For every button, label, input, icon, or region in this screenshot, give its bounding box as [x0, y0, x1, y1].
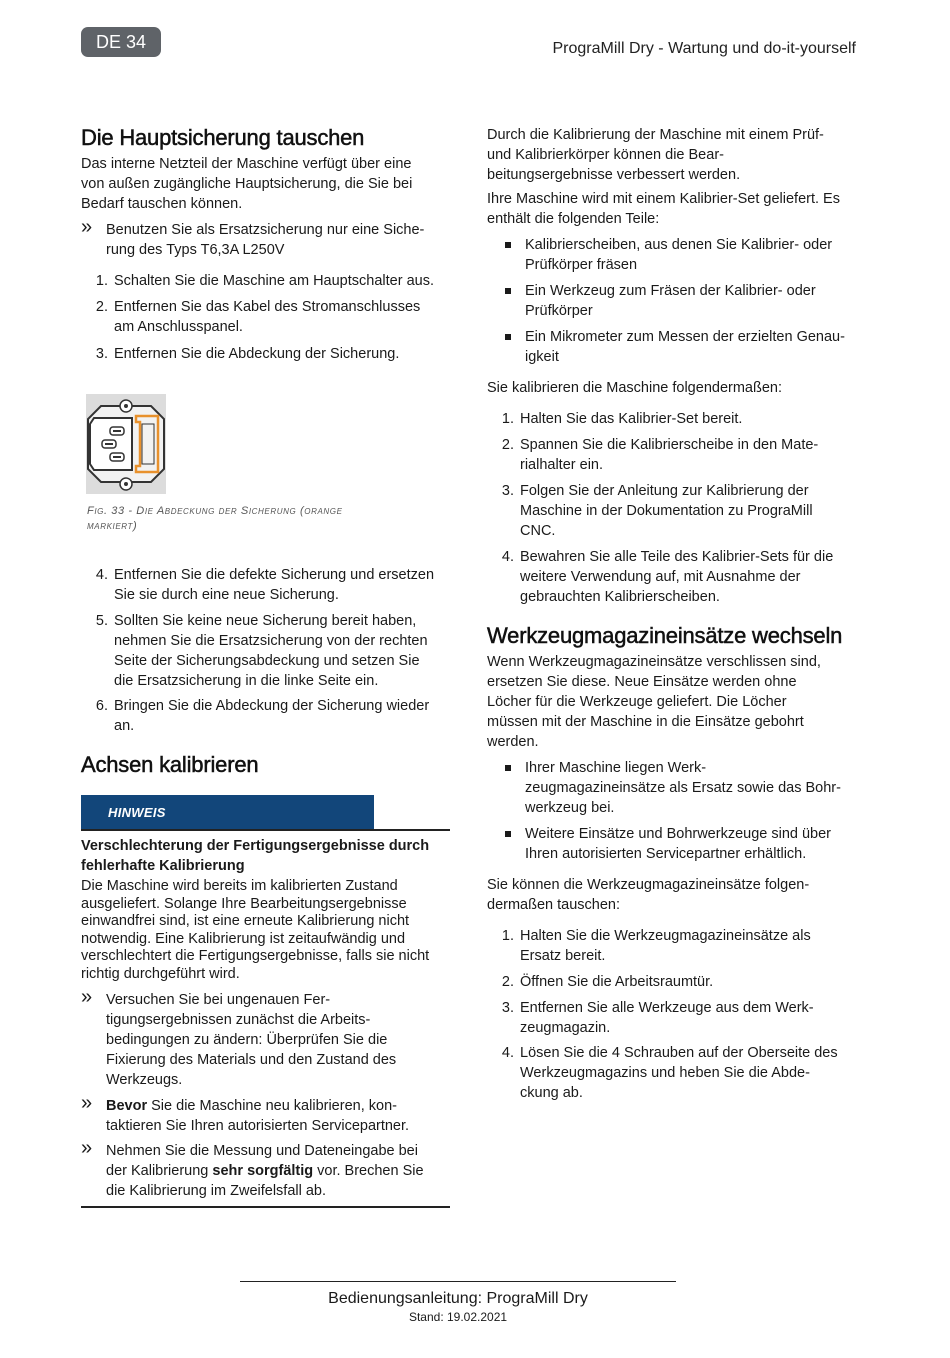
intro-fuse-line: Bedarf tauschen können.: [81, 196, 243, 212]
arrow-note-line: tigungsergebnissen zunächst die Arbeits-: [106, 1012, 371, 1028]
step-text: Maschine in der Dokumentation zu PrograMill: [520, 503, 813, 519]
paragraph-line: dermaßen tauschen:: [487, 897, 620, 913]
step-text: Werkzeugmagazins und heben Sie die Abde-: [520, 1065, 810, 1081]
step-text: CNC.: [520, 523, 556, 539]
caption-line: markiert): [87, 520, 138, 532]
arrow-note-line: rung des Typs T6,3A L250V: [106, 242, 285, 258]
step-text: ckung ab.: [520, 1085, 583, 1101]
intro-calibration: [487, 125, 861, 185]
step-text: nehmen Sie die Ersatzsicherung von der rechten: [114, 633, 428, 649]
step-number: 2.: [501, 437, 514, 453]
notice-title-line: fehlerhafte Kalibrierung: [81, 858, 245, 874]
footer-title: Bedienungsanleitung: PrograMill Dry: [328, 1290, 588, 1307]
notice-title: [81, 836, 450, 876]
emphasis: sehr sorgfältig: [212, 1163, 314, 1179]
notice-body: [81, 878, 450, 983]
step-text: Öffnen Sie die Arbeitsraumtür.: [520, 974, 714, 990]
notice-body-line: richtig durchgeführt wird.: [81, 965, 240, 982]
bullet-line: werkzeug bei.: [525, 800, 615, 816]
bullet-line: Ein Mikrometer zum Messen der erzielten Genau-: [525, 329, 845, 345]
step-number: 2.: [501, 974, 514, 990]
bullet-square-icon: [505, 831, 511, 837]
paragraph-line: Löcher für die Werkzeuge geliefert. Die Löcher: [487, 694, 787, 710]
intro-fuse-line: Das interne Netzteil der Maschine verfügt über eine: [81, 156, 412, 172]
paragraph-line: Wenn Werkzeugmagazineinsätze verschlissen sind,: [487, 654, 821, 670]
notice-body-line: Die Maschine wird bereits im kalibrierten Zustand: [81, 878, 398, 894]
running-header-title: PrograMill Dry - Wartung und do-it-yourself: [552, 40, 856, 57]
footer-date: Stand: 19.02.2021: [408, 1310, 508, 1324]
magazine-how: [487, 875, 861, 915]
arrow-marker-icon: »: [81, 1092, 93, 1114]
notice-label: HINWEIS: [108, 805, 166, 820]
arrow-note-line: Fixierung des Materials und den Zustand des: [106, 1052, 397, 1068]
arrow-note-line: die Kalibrierung im Zweifelsfall ab.: [106, 1183, 327, 1199]
notice-body-line: verschlechtert die Fertigungsergebnisse, falls sie nicht: [81, 948, 430, 964]
arrow-marker-icon: »: [81, 1137, 93, 1159]
figure-caption: [87, 504, 447, 534]
footer-rule: [240, 1281, 676, 1282]
arrow-note-line: [106, 1096, 409, 1116]
notice-body-line: ausgeliefert. Solange Ihre Bearbeitungsergebnisse: [81, 895, 407, 912]
magazine-intro: [487, 652, 861, 752]
paragraph-line: beitungsergebnisse verbessert werden.: [487, 167, 741, 183]
paragraph-line: Durch die Kalibrierung der Maschine mit einem Prüf-: [487, 127, 824, 143]
step-text: Sollten Sie keine neue Sicherung bereit haben,: [114, 613, 417, 629]
bullet-line: Weitere Einsätze und Bohrwerkzeuge sind über: [525, 826, 832, 842]
arrow-marker-icon: »: [81, 216, 93, 238]
step-text: Folgen Sie der Anleitung zur Kalibrierung der: [520, 483, 809, 499]
calibration-how: Sie kalibrieren die Maschine folgendermaßen:: [487, 380, 782, 396]
step-text: rialhalter ein.: [520, 457, 604, 473]
notice-top-rule: [81, 829, 450, 831]
step-number: 3.: [501, 483, 514, 499]
arrow-note-line: bedingungen zu ändern: Überprüfen Sie die: [106, 1032, 388, 1048]
paragraph-line: ersetzen Sie diese. Neue Einsätze werden ohne: [487, 674, 797, 690]
arrow-marker-icon: »: [81, 986, 93, 1008]
step-number: 5.: [95, 613, 108, 629]
step-text: Sie sie durch eine neue Sicherung.: [114, 587, 339, 603]
step-text: Ersatz bereit.: [520, 948, 606, 964]
bullet-line: Ihren autorisierten Servicepartner erhältlich.: [525, 846, 807, 862]
heading-axes: Achsen kalibrieren: [81, 752, 259, 777]
paragraph-line: und Kalibrierkörper können die Bear-: [487, 147, 724, 163]
bullet-square-icon: [505, 334, 511, 340]
arrow-note-line: Benutzen Sie als Ersatzsicherung nur eine Siche-: [106, 222, 425, 238]
step-number: 1.: [501, 411, 514, 427]
bullet-line: Ein Werkzeug zum Fräsen der Kalibrier- oder: [525, 283, 816, 299]
step-text: Entfernen Sie alle Werkzeuge aus dem Werk-: [520, 1000, 814, 1016]
intro-fuse-line: von außen zugängliche Hauptsicherung, die Sie bei: [81, 176, 413, 192]
paragraph-line: Ihre Maschine wird mit einem Kalibrier-Set geliefert. Es: [487, 191, 840, 207]
step-number: 4.: [95, 567, 108, 583]
bullet-line: Kalibrierscheiben, aus denen Sie Kalibrier- oder: [525, 237, 833, 253]
step-text: Seite der Sicherungsabdeckung und setzen Sie: [114, 653, 420, 669]
step-text: Lösen Sie die 4 Schrauben auf der Oberseite des: [520, 1045, 838, 1061]
step-text: gebrauchten Kalibrierscheiben.: [520, 589, 720, 605]
step-text: am Anschlusspanel.: [114, 319, 243, 335]
notice-bottom-rule: [81, 1206, 450, 1208]
emphasis: Bevor: [106, 1098, 148, 1114]
step-text: Halten Sie die Werkzeugmagazineinsätze als: [520, 928, 811, 944]
intro-fuse: [81, 154, 412, 214]
bullet-line: Prüfkörper fräsen: [525, 257, 638, 273]
step-number: 1.: [95, 273, 108, 289]
step-text: zeugmagazin.: [520, 1020, 611, 1036]
step-text: Entfernen Sie die defekte Sicherung und ersetzen: [114, 567, 435, 583]
page-number-badge: DE 34: [81, 27, 161, 57]
paragraph-line: werden.: [487, 734, 539, 750]
arrow-note-line: Werkzeugs.: [106, 1072, 183, 1088]
step-text: Schalten Sie die Maschine am Hauptschalter aus.: [114, 273, 434, 289]
step-number: 2.: [95, 299, 108, 315]
fuse-cover-figure: [86, 394, 166, 494]
step-text: Halten Sie das Kalibrier-Set bereit.: [520, 411, 743, 427]
step-text: Bewahren Sie alle Teile des Kalibrier-Sets für die: [520, 549, 834, 565]
arrow-note-line: taktieren Sie Ihren autorisierten Servicepartner.: [106, 1118, 410, 1134]
bullet-square-icon: [505, 288, 511, 294]
caption-line: Fig. 33 - Die Abdeckung der Sicherung (orange: [87, 505, 343, 517]
bullet-line: Ihrer Maschine liegen Werk-: [525, 760, 707, 776]
paragraph-line: enthält die folgenden Teile:: [487, 211, 660, 227]
heading-fuse: Die Hauptsicherung tauschen: [81, 125, 365, 150]
bullet-line: igkeit: [525, 349, 559, 365]
step-text: die Ersatzsicherung in die linke Seite ein.: [114, 673, 379, 689]
step-number: 4.: [501, 1045, 514, 1061]
step-text: an.: [114, 718, 135, 734]
step-number: 4.: [501, 549, 514, 565]
step-number: 3.: [501, 1000, 514, 1016]
step-text: Entfernen Sie das Kabel des Stromanschlusses: [114, 299, 421, 315]
arrow-note-text: vor. Brechen Sie: [313, 1163, 424, 1179]
arrow-note-line: Nehmen Sie die Messung und Dateneingabe bei: [106, 1143, 418, 1159]
step-number: 1.: [501, 928, 514, 944]
step-text: Bringen Sie die Abdeckung der Sicherung wieder: [114, 698, 430, 714]
bullet-line: zeugmagazineinsätze als Ersatz sowie das Bohr-: [525, 780, 841, 796]
arrow-note-line: Versuchen Sie bei ungenauen Fer-: [106, 992, 331, 1008]
bullet-square-icon: [505, 242, 511, 248]
paragraph-line: Sie können die Werkzeugmagazineinsätze folgen-: [487, 877, 810, 893]
notice-body-line: notwendig. Eine Kalibrierung ist zeitaufwändig und: [81, 930, 406, 947]
step-number: 6.: [95, 698, 108, 714]
kit-intro: [487, 189, 861, 229]
arrow-note-text: der Kalibrierung: [106, 1163, 213, 1179]
step-text: Entfernen Sie die Abdeckung der Sicherung.: [114, 346, 400, 362]
bullet-square-icon: [505, 765, 511, 771]
step-number: 3.: [95, 346, 108, 362]
arrow-note-line: [106, 1161, 424, 1181]
notice-title-line: Verschlechterung der Fertigungsergebnisse durch: [81, 838, 430, 854]
step-text: weitere Verwendung auf, mit Ausnahme der: [520, 569, 801, 585]
heading-magazine: Werkzeugmagazineinsätze wechseln: [487, 623, 843, 648]
step-text: Spannen Sie die Kalibrierscheibe in den Mate-: [520, 437, 819, 453]
bullet-line: Prüfkörper: [525, 303, 593, 319]
arrow-note-text: Sie die Maschine neu kalibrieren, kon-: [147, 1098, 397, 1114]
paragraph-line: müssen mit der Maschine in die Einsätze gebohrt: [487, 714, 804, 730]
notice-body-line: einwandfrei sind, ist eine erneute Kalibrierung nicht: [81, 913, 410, 929]
